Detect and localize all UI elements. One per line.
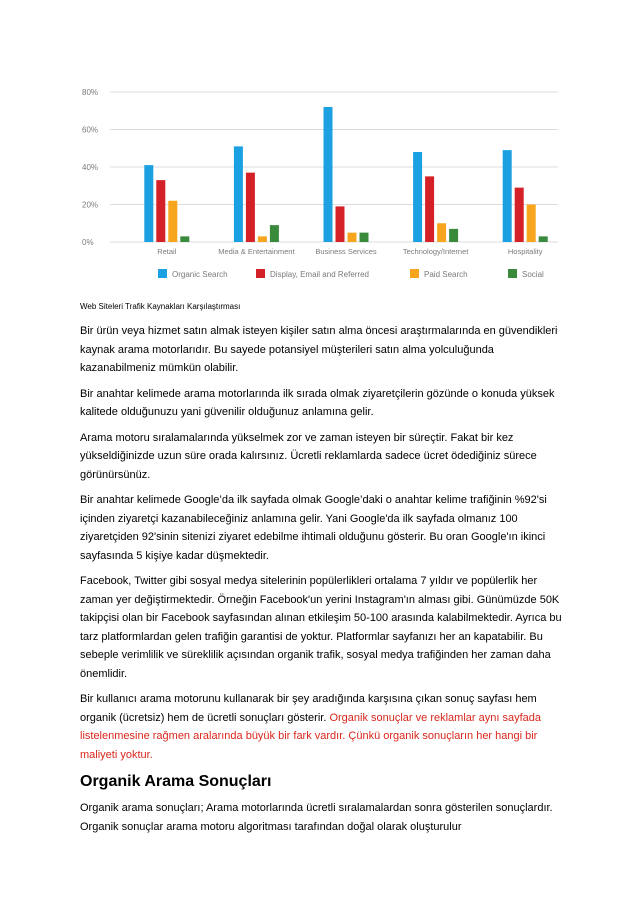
paragraph-6-text: Bir kullanıcı arama motorunu kullanarak bir şey aradığında karşısına çıkan sonuç sayfası hem organik (ücretsiz) hem de ücretli sonuçları gösterir. (80, 693, 537, 724)
section-heading: Organik Arama Sonuçları (80, 773, 272, 790)
legend-swatch (158, 269, 167, 278)
traffic-sources-bar-chart (80, 82, 558, 292)
bar (527, 205, 536, 243)
y-tick-label: 60% (82, 125, 99, 135)
bar (168, 201, 177, 242)
paragraph-7: Organik arama sonuçları; Arama motorlarında ücretli sıralamalardan sonra gösterilen sonuçlardır. Organik sonuçlar arama motoru algoritması tarafından doğal olarak oluşturulur (80, 802, 553, 833)
bar (413, 152, 422, 242)
bar (156, 180, 165, 242)
paragraph-1: Bir ürün veya hizmet satın almak isteyen kişiler satın alma öncesi araştırmalarında en güvendikleri kaynak arama motorlarıdır. Bu sayede potansiyel müşterileri satın alma yolculuğunda kazanabilmeniz mümkün olabilir. (80, 325, 558, 374)
y-tick-label: 0% (82, 238, 94, 247)
article-body (80, 322, 562, 843)
bar (324, 107, 333, 242)
bar (348, 233, 357, 242)
paragraph-5: Facebook, Twitter gibi sosyal medya sitelerinin popülerlikleri ortalama 7 yıldır ve popülerlik her zaman yer değiştirmektedir. Örneğin Facebook'un yerini Instagram'ın alması gibi. Günümüzde 50K takipçisi olan bir Facebook sayfasından alınan etkileşim 50-100 arasında kalabilmektedir. Ayrıca bu tarz platformlardan gelen trafiğin garantisi de yoktur. Platformlar sayfanızı her an kapatabilir. Bu sebeple verimlilik ve süreklilik açısından organik trafik, sosyal medya trafiğinden her zaman daha önemlidir. (80, 575, 562, 680)
bar (449, 229, 458, 242)
x-tick-label: Technology/Internet (402, 247, 469, 256)
x-tick-label: Business Services (315, 247, 377, 256)
bar (246, 173, 255, 242)
legend-label: Paid Search (424, 270, 468, 279)
paragraph-6-highlight: Organik sonuçlar ve reklamlar aynı sayfada listelenmesine rağmen aralarında büyük bir fark vardır. Çünkü organik sonuçların her hangi bir maliyeti yoktur. (80, 711, 541, 761)
bar (437, 223, 446, 242)
bar (270, 225, 279, 242)
y-tick-label: 20% (82, 200, 99, 210)
bar (336, 206, 345, 242)
legend-label: Social (522, 270, 544, 279)
legend-swatch (256, 269, 265, 278)
legend-label: Organic Search (172, 270, 228, 279)
chart-caption: Web Siteleri Trafik Kaynakları Karşılaştırması (80, 302, 241, 311)
paragraph-4: Bir anahtar kelimede Google’da ilk sayfada olmak Google’daki o anahtar kelime trafiğinin %92'si içinden ziyaretçi kazanabileceğiniz anlamına gelir. Yani Google'da ilk sayfada olmanız 100 ziyaretçiden 92'sinin sitenizi ziyaret edebilme ihtimali olduğunu gösterir. Bu oran Google'ın ikinci sayfasında 5 kişiye kadar düşmektedir. (80, 494, 547, 562)
bar (503, 150, 512, 242)
bar (258, 236, 267, 242)
bar (515, 188, 524, 242)
paragraph-2: Bir anahtar kelimede arama motorlarında ilk sırada olmak ziyaretçilerin gözünde o konuda yüksek kalitede olduğunuzu yani güvenilir olduğunuz anlamına gelir. (80, 387, 555, 418)
bar (539, 236, 548, 242)
legend-swatch (508, 269, 517, 278)
x-tick-label: Retail (157, 247, 177, 256)
paragraph-3: Arama motoru sıralamalarında yükselmek zor ve zaman isteyen bir süreçtir. Fakat bir kez yükseldiğinizde uzun süre orada kalırsınız. Ücretli reklamlarda sadece ücret ödediğiniz sürece görünürsünüz. (80, 431, 537, 481)
bar (360, 233, 369, 242)
bar (180, 236, 189, 242)
paragraph-6 (80, 690, 562, 764)
bar (234, 146, 243, 242)
y-tick-label: 80% (82, 88, 99, 97)
legend-swatch (410, 269, 419, 278)
bar (144, 165, 153, 242)
x-tick-label: Media & Entertainment (218, 247, 295, 256)
y-tick-label: 40% (82, 163, 99, 172)
x-tick-label: Hospitality (507, 247, 543, 256)
bar (425, 176, 434, 242)
legend-label: Display, Email and Referred (270, 270, 370, 279)
